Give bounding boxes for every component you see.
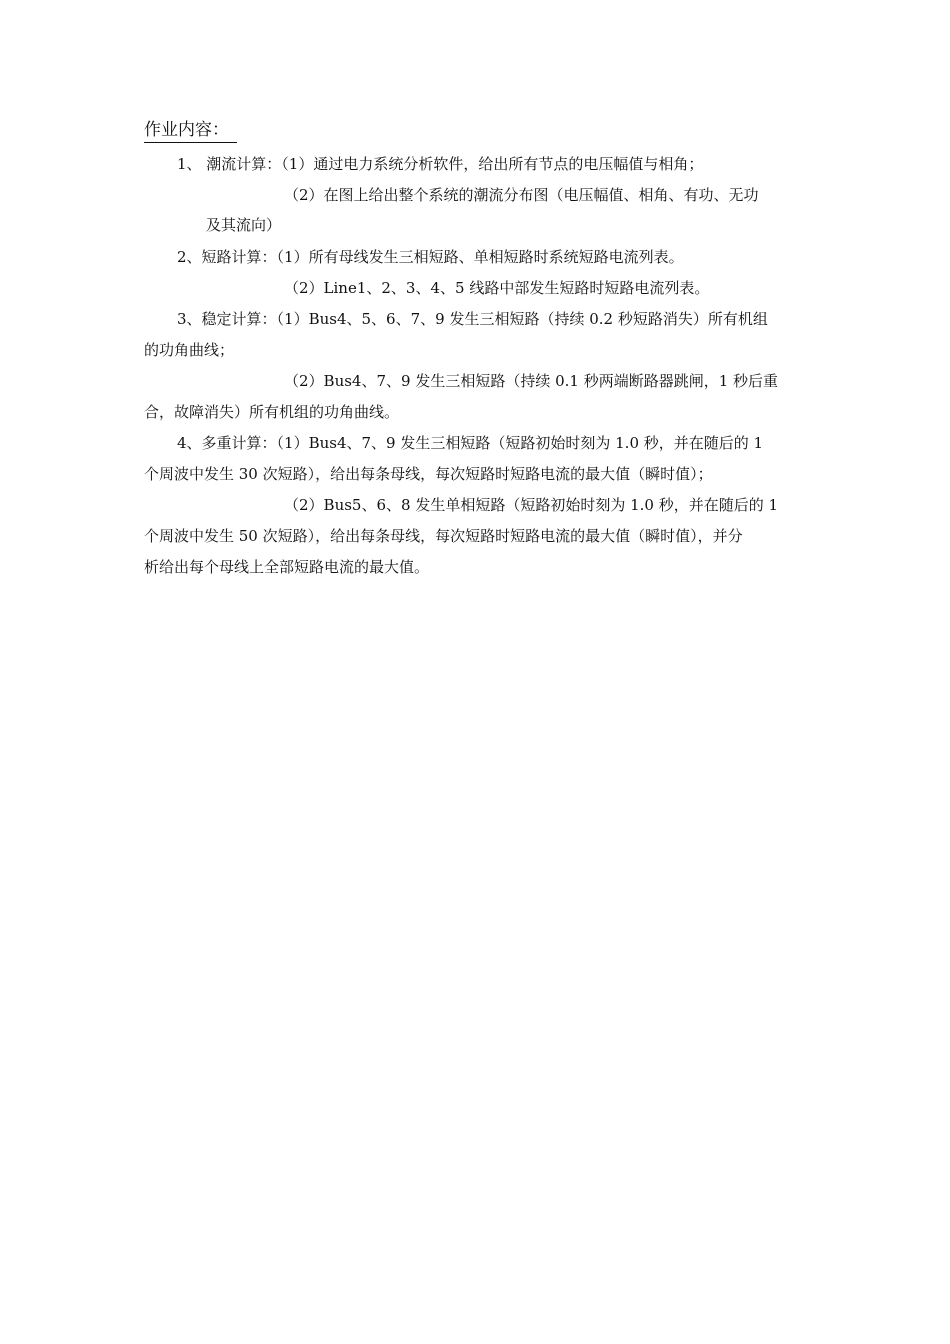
item-4-sub2-cont2: 析给出每个母线上全部短路电流的最大值。 (144, 558, 430, 576)
item-4-sub2-cont: 个周波中发生 50 次短路），给出每条母线，每次短路时短路电流的最大值（瞬时值），并分 (144, 527, 743, 545)
item-4-header: 4、多重计算：（1）Bus4、7、9 发生三相短路（短路初始时刻为 1.0 秒，并在随后的 1 (177, 434, 764, 452)
item-2-header: 2、短路计算：（1）所有母线发生三相短路、单相短路时系统短路电流列表。 (177, 248, 684, 266)
item-4-header-cont: 个周波中发生 30 次短路），给出每条母线，每次短路时短路电流的最大值（瞬时值）； (144, 465, 713, 483)
item-3-header-cont: 的功角曲线； (144, 341, 235, 359)
item-3-header: 3、稳定计算：（1）Bus4、5、6、7、9 发生三相短路（持续 0.2 秒短路消失）所有机组 (177, 310, 768, 328)
item-2-sub2: （2）Line1、2、3、4、5 线路中部发生短路时短路电流列表。 (284, 279, 710, 297)
item-4-sub2: （2）Bus5、6、8 发生单相短路（短路初始时刻为 1.0 秒，并在随后的 1 (284, 496, 779, 514)
item-1-sub2-cont: 及其流向） (206, 216, 282, 234)
item-1-sub2: （2）在图上给出整个系统的潮流分布图（电压幅值、相角、有功、无功 (284, 186, 759, 204)
page-title: 作业内容： (144, 118, 237, 143)
item-3-sub2: （2）Bus4、7、9 发生三相短路（持续 0.1 秒两端断路器跳闸，1 秒后重 (284, 372, 779, 390)
item-3-sub2-cont: 合，故障消失）所有机组的功角曲线。 (144, 403, 400, 421)
item-1-header: 1、 潮流计算：（1）通过电力系统分析软件，给出所有节点的电压幅值与相角； (177, 155, 704, 173)
